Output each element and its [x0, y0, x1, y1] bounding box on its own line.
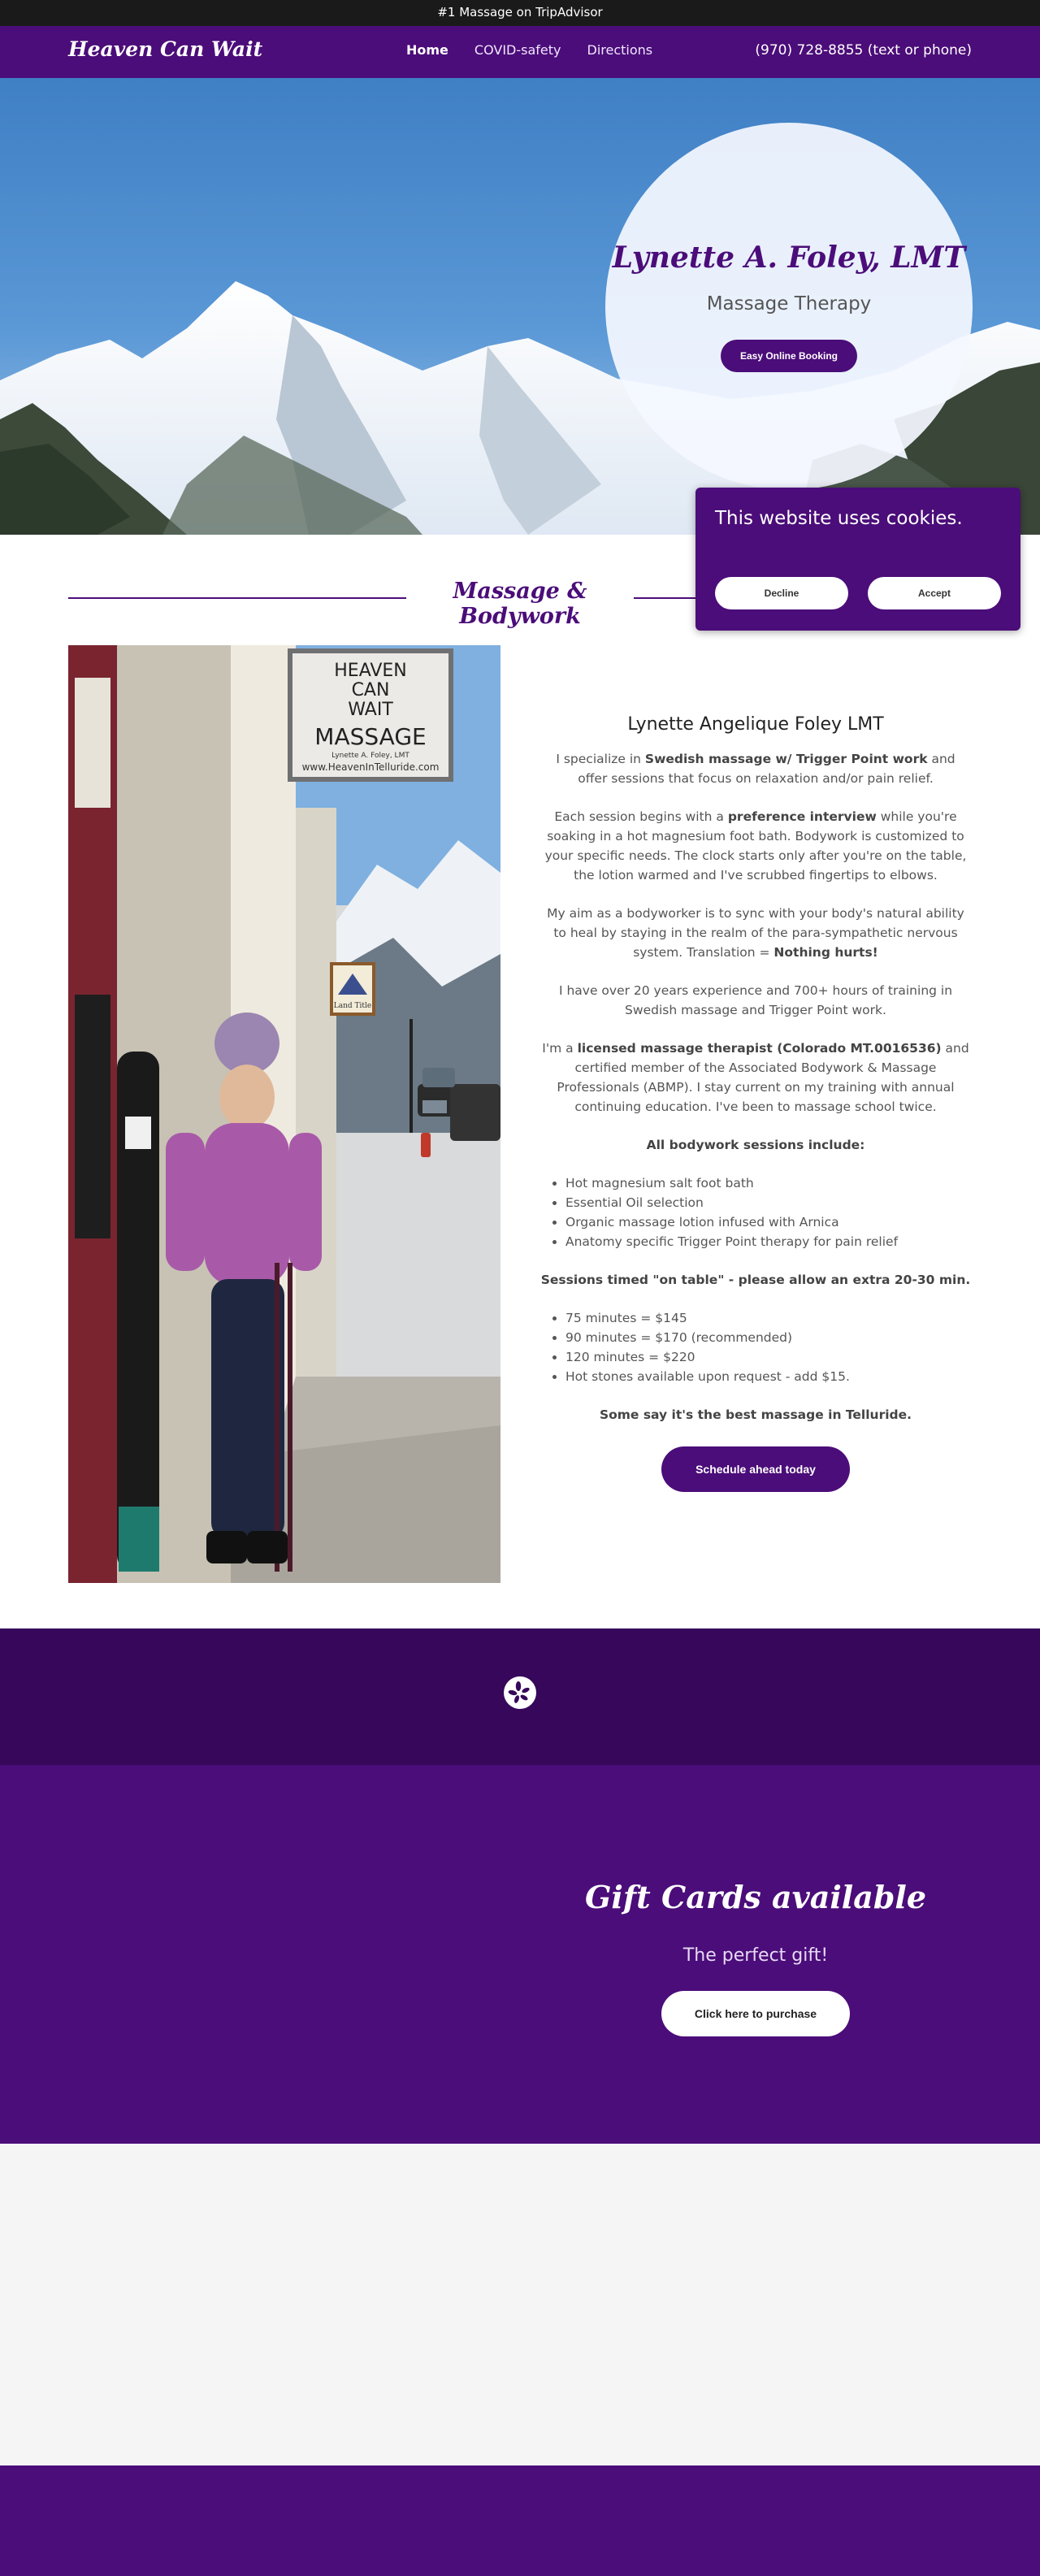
bio-heading: Lynette Angelique Foley LMT	[627, 714, 884, 735]
easy-online-booking-button[interactable]: Easy Online Booking	[721, 340, 857, 372]
sign-line-2: CAN	[351, 680, 390, 700]
bio-p5-text-end: and certified member of the Associated Bodywork & Massage Professionals (ABMP). I stay current on my training with annual continuing education. I've been to massage school twice.	[557, 1041, 969, 1114]
sign-url: www.HeavenInTelluride.com	[301, 761, 440, 773]
sign-line-1: HEAVEN	[334, 661, 407, 681]
purchase-gift-card-button[interactable]: Click here to purchase	[661, 1991, 850, 2036]
announcement-text: #1 Massage on TripAdvisor	[437, 5, 603, 20]
list-item: • Hot magnesium salt foot bath	[566, 1173, 972, 1193]
sessions-heading-text: Sessions timed "on table" - please allow an extra 20-30 min.	[540, 1273, 971, 1287]
site-logo[interactable]: Heaven Can Wait	[68, 37, 263, 61]
cookie-banner	[696, 488, 1020, 631]
bio-p1-text-end: and offer sessions that focus on relaxation and/or pain relief.	[578, 752, 956, 786]
gift-card-section	[0, 1765, 1040, 2144]
yelp-icon[interactable]	[504, 1676, 536, 1709]
gift-title: Gift Cards available	[584, 1879, 927, 1915]
navbar	[0, 26, 1040, 78]
bio-content	[540, 715, 972, 1492]
list-item: • 75 minutes = $145	[566, 1308, 972, 1328]
sign-line-4: MASSAGE	[314, 723, 427, 750]
bio-p1-bold: Swedish massage w/ Trigger Point work	[644, 752, 928, 766]
nav-link-home[interactable]: Home	[406, 42, 448, 58]
bio-paragraph-1	[540, 749, 972, 788]
cookie-decline-button[interactable]: Decline	[715, 577, 848, 609]
empty-section	[0, 2144, 1040, 2465]
bio-p3-bold: Nothing hurts!	[774, 945, 878, 960]
bio-paragraph-2	[540, 807, 972, 885]
bio-p1-text: I specialize in	[556, 752, 645, 766]
includes-heading-text: All bodywork sessions include:	[646, 1138, 865, 1152]
prices-list	[566, 1308, 972, 1386]
phone-link[interactable]: (970) 728-8855 (text or phone)	[755, 42, 972, 59]
bio-p5-bold: licensed massage therapist (Colorado MT.0016536)	[577, 1041, 942, 1056]
hero-banner	[0, 78, 1040, 535]
list-item: • Anatomy specific Trigger Point therapy for pain relief	[566, 1232, 972, 1251]
includes-heading	[540, 1135, 972, 1155]
includes-list	[566, 1173, 972, 1251]
bio-paragraph-4: I have over 20 years experience and 700+ hours of training in Swedish massage and Trigger Point work.	[558, 983, 953, 1017]
small-sign-text: Land Title	[333, 1002, 372, 1010]
list-item: • Essential Oil selection	[566, 1193, 972, 1212]
section-title: Massage & Bodywork	[453, 579, 587, 629]
list-item: • Organic massage lotion infused with Arnica	[566, 1212, 972, 1232]
hero-subtitle: Massage Therapy	[706, 293, 872, 314]
sessions-heading	[540, 1270, 972, 1290]
bio-p3-text: My aim as a bodyworker is to sync with your body's natural ability to heal by staying in the realm of the para-sympathetic nervous system. Translation =	[547, 906, 964, 960]
storefront-photo	[68, 645, 500, 1583]
tagline-text: Some say it's the best massage in Telluride.	[599, 1407, 912, 1422]
bio-p2-bold: preference interview	[727, 809, 877, 824]
cookie-accept-button[interactable]: Accept	[868, 577, 1001, 609]
footer	[0, 2465, 1040, 2576]
nav-link-directions[interactable]: Directions	[587, 42, 653, 58]
section-divider-left	[68, 597, 406, 599]
sign-line-5: Lynette A. Foley, LMT	[332, 752, 410, 760]
gift-subtitle: The perfect gift!	[682, 1945, 829, 1966]
announcement-bar	[0, 0, 1040, 26]
bio-paragraph-5	[540, 1039, 972, 1117]
storefront-illustration	[68, 645, 500, 1583]
list-item: • 90 minutes = $170 (recommended)	[566, 1328, 972, 1347]
hero-title: Lynette A. Foley, LMT	[612, 241, 966, 275]
bio-paragraph-3	[540, 904, 972, 962]
bio-p2-text: Each session begins with a	[554, 809, 728, 824]
schedule-ahead-button[interactable]: Schedule ahead today	[661, 1446, 850, 1492]
main-nav	[406, 42, 652, 58]
cookie-message: This website uses cookies.	[715, 508, 963, 529]
bio-p2-text-end: while you're soaking in a hot magnesium foot bath. Bodywork is customized to your specific needs. The clock starts only after you're on the table, the lotion warmed and I've scrubbed fingertips to elbows.	[544, 809, 967, 883]
list-item: • 120 minutes = $220	[566, 1347, 972, 1367]
tagline	[540, 1405, 972, 1425]
yelp-glyph	[504, 1676, 536, 1709]
bio-p5-text: I'm a	[542, 1041, 578, 1056]
nav-link-covid-safety[interactable]: COVID-safety	[474, 42, 561, 58]
sign-line-3: WAIT	[348, 700, 393, 720]
list-item: • Hot stones available upon request - add $15.	[566, 1367, 972, 1386]
